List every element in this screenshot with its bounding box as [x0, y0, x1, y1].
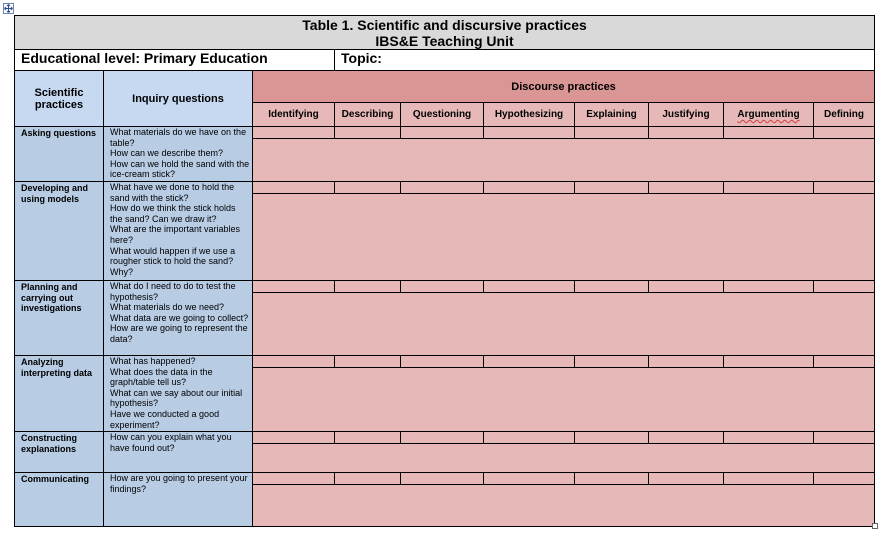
inquiry-question: Have we conducted a good experiment?	[110, 408, 220, 430]
col-argumenting-label: Argumenting	[737, 109, 800, 120]
inquiry-question: How can we describe them?	[110, 148, 224, 159]
col-questioning: Questioning	[401, 103, 484, 127]
discourse-cell[interactable]	[575, 281, 649, 293]
table-row	[15, 356, 875, 368]
discourse-cell[interactable]	[335, 356, 401, 368]
col-explaining: Explaining	[575, 103, 649, 127]
discourse-notes-cell[interactable]	[253, 139, 875, 182]
questions-developing-models	[104, 182, 253, 281]
discourse-cell[interactable]	[724, 182, 814, 194]
discourse-cell[interactable]	[253, 281, 335, 293]
discourse-cell[interactable]	[814, 182, 875, 194]
discourse-cell[interactable]	[335, 432, 401, 444]
discourse-cell[interactable]	[649, 356, 724, 368]
discourse-cell[interactable]	[484, 432, 575, 444]
discourse-cell[interactable]	[575, 473, 649, 485]
questions-analyzing-data	[104, 356, 253, 432]
discourse-cell[interactable]	[724, 281, 814, 293]
discourse-cell[interactable]	[649, 473, 724, 485]
discourse-cell[interactable]	[814, 356, 875, 368]
discourse-notes-cell[interactable]	[253, 485, 875, 527]
questions-planning-investigations	[104, 281, 253, 356]
col-identifying: Identifying	[253, 103, 335, 127]
questions-constructing-explanations	[104, 432, 253, 473]
header-scientific-practices-label: Scientific practices	[34, 86, 84, 111]
discourse-cell[interactable]	[401, 182, 484, 194]
discourse-cell[interactable]	[253, 432, 335, 444]
discourse-cell[interactable]	[335, 127, 401, 139]
discourse-cell[interactable]	[814, 473, 875, 485]
discourse-cell[interactable]	[575, 356, 649, 368]
header-discourse-practices: Discourse practices	[253, 71, 875, 103]
discourse-cell[interactable]	[484, 473, 575, 485]
col-describing: Describing	[335, 103, 401, 127]
educational-level: Educational level: Primary Education	[15, 50, 335, 71]
title-line-1: Table 1. Scientific and discursive practices	[302, 17, 587, 33]
topic: Topic:	[335, 50, 875, 71]
table-row	[15, 182, 875, 194]
inquiry-question: How can you explain what you have found out?	[110, 432, 232, 453]
practice-planning-investigations: Planning and carrying out investigations	[15, 281, 104, 356]
discourse-cell[interactable]	[649, 127, 724, 139]
inquiry-question: What data are we going to collect?	[110, 312, 249, 323]
discourse-cell[interactable]	[253, 473, 335, 485]
inquiry-question: What materials do we have on the table?	[110, 127, 247, 148]
practices-table	[14, 15, 875, 527]
practice-constructing-explanations: Constructing explanations	[15, 432, 104, 473]
questions-communicating	[104, 473, 253, 527]
title-line-2: IBS&E Teaching Unit	[375, 33, 514, 49]
discourse-cell[interactable]	[814, 127, 875, 139]
discourse-cell[interactable]	[575, 432, 649, 444]
discourse-notes-cell[interactable]	[253, 444, 875, 473]
inquiry-question: How can we hold the sand with the ice-cream stick?	[110, 158, 250, 180]
discourse-notes-cell[interactable]	[253, 368, 875, 432]
discourse-cell[interactable]	[649, 432, 724, 444]
questions-asking-questions	[104, 127, 253, 182]
practice-asking-questions: Asking questions	[15, 127, 104, 182]
discourse-cell[interactable]	[724, 127, 814, 139]
discourse-cell[interactable]	[575, 182, 649, 194]
discourse-cell[interactable]	[484, 182, 575, 194]
discourse-cell[interactable]	[649, 182, 724, 194]
col-defining: Defining	[814, 103, 875, 127]
discourse-notes-cell[interactable]	[253, 293, 875, 356]
discourse-cell[interactable]	[335, 182, 401, 194]
discourse-cell[interactable]	[401, 356, 484, 368]
discourse-cell[interactable]	[484, 127, 575, 139]
inquiry-question: What have we done to hold the sand with the stick?	[110, 182, 235, 203]
inquiry-question: What are the important variables here?	[110, 224, 241, 245]
discourse-cell[interactable]	[401, 432, 484, 444]
discourse-cell[interactable]	[335, 281, 401, 293]
inquiry-question: How are we going to represent the data?	[110, 323, 248, 344]
practice-analyzing-data: Analyzing interpreting data	[15, 356, 104, 432]
table-row	[15, 281, 875, 293]
discourse-cell[interactable]	[253, 127, 335, 139]
discourse-cell[interactable]	[401, 127, 484, 139]
col-justifying: Justifying	[649, 103, 724, 127]
header-inquiry-questions-label: Inquiry questions	[132, 92, 224, 105]
practice-communicating: Communicating	[15, 473, 104, 527]
table-title	[15, 16, 875, 50]
table-row	[15, 473, 875, 485]
discourse-cell[interactable]	[814, 281, 875, 293]
discourse-cell[interactable]	[575, 127, 649, 139]
table-resize-handle[interactable]	[872, 523, 878, 529]
move-arrows-icon	[4, 4, 13, 13]
inquiry-question: How are you going to present your findings?	[110, 473, 248, 494]
inquiry-question: What materials do we need?	[110, 302, 225, 313]
discourse-cell[interactable]	[401, 473, 484, 485]
col-hypothesizing: Hypothesizing	[484, 103, 575, 127]
inquiry-question: What does the data in the graph/table tell us?	[110, 366, 213, 388]
practice-developing-models: Developing and using models	[15, 182, 104, 281]
inquiry-question: What would happen if we use a rougher stick to hold the sand? Why?	[110, 245, 236, 277]
discourse-cell[interactable]	[401, 281, 484, 293]
discourse-cell[interactable]	[253, 356, 335, 368]
discourse-cell[interactable]	[335, 473, 401, 485]
inquiry-question: What can we say about our initial hypothesis?	[110, 387, 243, 409]
inquiry-question: How do we think the stick holds the sand? Can we draw it?	[110, 203, 236, 224]
discourse-cell[interactable]	[484, 356, 575, 368]
table-row	[15, 432, 875, 444]
header-inquiry-questions	[104, 71, 253, 127]
discourse-cell[interactable]	[649, 281, 724, 293]
inquiry-question: What has happened?	[110, 356, 196, 366]
col-argumenting	[724, 103, 814, 127]
table-row	[15, 127, 875, 139]
inquiry-question: What do I need to do to test the hypothesis?	[110, 281, 236, 302]
discourse-cell[interactable]	[724, 356, 814, 368]
discourse-notes-cell[interactable]	[253, 194, 875, 281]
discourse-cell[interactable]	[814, 432, 875, 444]
table-move-handle[interactable]	[3, 3, 14, 14]
discourse-cell[interactable]	[484, 281, 575, 293]
discourse-cell[interactable]	[724, 473, 814, 485]
header-scientific-practices	[15, 71, 104, 127]
discourse-cell[interactable]	[253, 182, 335, 194]
discourse-cell[interactable]	[724, 432, 814, 444]
